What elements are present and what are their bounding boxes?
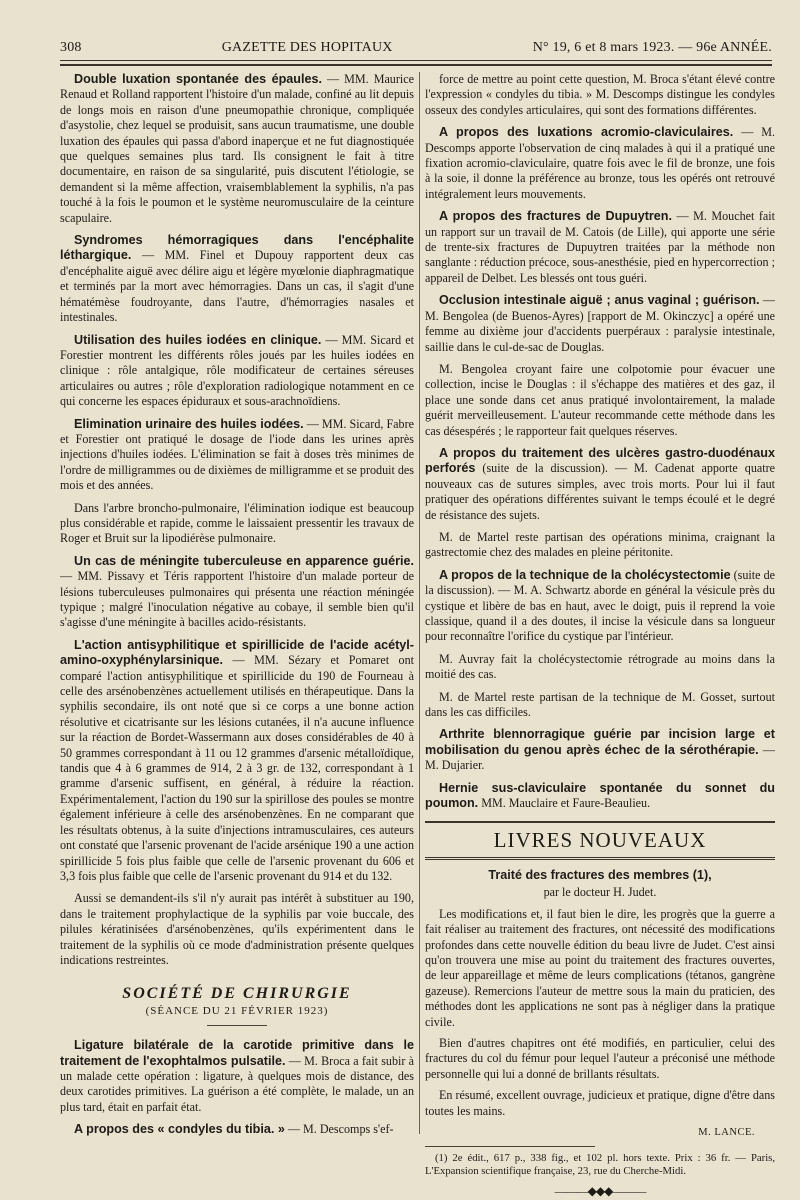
page-number: 308 (60, 40, 82, 55)
article-body: — M. Dujarier. (425, 742, 775, 773)
review-signature: M. LANCE. (698, 1126, 755, 1138)
article-body: M. de Martel reste partisan des opérations minima, craignant la gastrectomie chez des malades en pleine péritonite. (425, 529, 775, 560)
book-title: Traité des fractures des membres (1), (488, 867, 712, 882)
review-paragraph: Les modifications et, il faut bien le dire, les progrès que la guerre a fait réaliser au traitement des fractures, ont nécessité des modifications profondes dans cette nouvelle édition du beau livre de Judet. C'est ainsi qu'on trouvera une mise au point du traitement des fractures ouvertes, de leur appareillage et même de leurs complications (tétanos, gangrène gazeuse). Remercions l'auteur de mettre sous la main du praticien, des méthodes dont les applications ne sont pas à négliger dans la pratique civile. (425, 906, 775, 1029)
society-subtitle: (SÉANCE DU 21 FÉVRIER 1923) (145, 1004, 329, 1017)
article-item (60, 638, 414, 885)
livres-title: LIVRES NOUVEAUX (425, 833, 775, 859)
article-item (425, 727, 775, 773)
article-body: (suite de la discussion). — M. A. Schwartz aborde en général la vésicule près du cystique et libère de bas en haut, avec le doigt, puis il reprend la voie classique, quand il a des doutes, il incise la vésicule dans sa longueur pour reconnaître l'orifice du cystique par l'intérieur. (425, 567, 775, 644)
article-body: (suite de la discussion). — M. Cadenat apporte quatre nouveaux cas de sutures simples, avec trois morts. Pour lui il faut pratiquer des opérations différentes suivant le temps écoulé et le degré de résistance des sujets. (425, 461, 775, 522)
review-paragraph: Bien d'autres chapitres ont été modifiés, en particulier, celui des fractures du col du fémur pour lequel l'auteur a préconisé une méthode personnelle qui lui a donné de brillants résultats. (425, 1035, 775, 1081)
society-rule (207, 1025, 267, 1026)
article-item (60, 233, 414, 325)
article-body: — M. Descomps apporte l'observation de cinq malades à qui il a pratiqué une fixation acromio-claviculaire, quatre fois avec le fil de bronze, une fois à la soie, il donne la préférence au bronze, tous les opérés ont retrouvé intégralement leurs mouvements. (425, 125, 775, 201)
article-item (425, 72, 775, 118)
journal-title: GAZETTE DES HOPITAUX (221, 40, 393, 55)
article-body: — M. Broca a fait subir à un malade cette opération : ligature, à quelques mois de distance, des deux carotides primitives. La guérison a été complète, le malade, un an plus tard, était en parfait état. (60, 1053, 414, 1114)
article-heading: A propos du traitement des ulcères gastro-duodénaux perforés (425, 445, 775, 476)
article-heading: A propos des « condyles du tibia. » (74, 1122, 285, 1137)
article-body: — MM. Sézary et Pomaret ont comparé l'action antisyphilitique et spirillicide du 190 de Fourneau à celle des arsénobenzènes actuellement utilisés en thérapeutique. Dans la syphilis secondaire, ils ont noté que si ce corps a une bonne action résolutive et cicatrisante sur les lésions cutanées, il n'a aucune influence sur la réaction de Bordet-Wassermann aux doses considérables de 40 à 50 grammes correspondant à 11 ou 12 grammes d'arsenic métalloïdique, tandis que 4 à 6 grammes de 914, 2 à 3 gr. de 132, correspondant à 1 gramme d'arsenic suffisent, en général, à réduire la réaction. Expérimentalement, l'action du 190 sur la spirillose des poules se montre également inférieure à celle des arsénobenzènes. En ne comparant que les résultats obtenus, à la suite d'injections intramusculaires, ces auteurs ont constaté que l'arsenic provenant de l'acide arsénique 190 a une action spirillicide 5 fois plus faible que celle de l'arsenic provenant du 606 et 3,3 fois plus faible que celle de l'arsenic provenant du 914 et du 132. (60, 653, 414, 883)
article-body: — MM. Pissavy et Téris rapportent l'histoire d'un malade porteur de lésions tuberculeuses pulmonaires qui présenta une réaction méningée typique ; malgré l'inoculation négative au cobaye, il semble bien qu'il s'agisse d'une méningite à bacilles acido-résistants. (60, 569, 414, 630)
article-heading: Syndromes hémorragiques dans l'encéphalite léthargique. (60, 233, 414, 263)
article-body: M. Bengolea croyant faire une colpotomie pour évacuer une collection, incise le Douglas : il s'échappe des matières et des gaz, il place une sonde dans cet anus pratiqué involontairement, la malade guérit merveilleusement. L'auteur recommande cette méthode dans les cas désespérés ; le rapporteur fait quelques réserves. (425, 361, 775, 438)
article-body: Aussi se demandent-ils s'il n'y aurait pas intérêt à substituer au 190, dans le traitement prophylactique de la syphilis par voie buccale, des pilules kératinisées d'arsénobenzènes, qu'ils expérimentent dans le traitement de la syphilis où ce mode d'administration présente quelques indications restreintes. (60, 891, 414, 967)
article-item (425, 293, 775, 355)
right-column (425, 72, 775, 1199)
article-item (60, 1122, 414, 1137)
article-body: Dans l'arbre broncho-pulmonaire, l'élimination iodique est beaucoup plus considérable et rapide, comme le laissaient pressentir les travaux de Roger et Bruit sur la lipodiérèse pulmonaire. (60, 500, 414, 546)
article-item (425, 568, 775, 645)
section-rule (425, 821, 775, 823)
article-heading: Utilisation des huiles iodées en clinique. (74, 332, 322, 347)
footnote: (1) 2e édit., 617 p., 338 fig., et 102 pl. hors texte. Prix : 36 fr. — Paris, L'Expansion scientifique française, 23, rue du Cherche-Midi. (425, 1152, 775, 1178)
article-heading: Elimination urinaire des huiles iodées. (74, 416, 304, 431)
left-column (60, 72, 414, 1144)
article-item (425, 362, 775, 439)
book-author: par le docteur H. Judet. (543, 885, 657, 900)
article-heading: A propos des fractures de Dupuytren. (439, 209, 672, 224)
article-heading: Un cas de méningite tuberculeuse en apparence guérie. (74, 553, 414, 568)
article-body: — M. Bengolea (de Buenos-Ayres) [rapport de M. Okinczyc] a opéré une femme au dixième jour d'accidents puerpéraux : paralysie intestinale, saillie dans le cul-de-sac de Douglas. (425, 293, 775, 354)
ornament-divider: ———◆◆◆——— (554, 1184, 646, 1199)
article-heading: Ligature bilatérale de la carotide primitive dans le traitement de l'exophtalmos pulsatile. (60, 1038, 414, 1068)
article-body: — M. Mouchet fait un rapport sur un travail de M. Catois (de Lille), qui apporte une série de trente-six fractures de Dupuytren traitées par la méthode non sanglante : réduction précoce, sous-anesthésie, pied en hypercorrection ; appareil de Delbet. Les blessés ont tous guéri. (425, 209, 775, 285)
article-item (60, 554, 414, 631)
article-item (425, 209, 775, 286)
article-heading: A propos de la technique de la cholécystectomie (439, 567, 731, 582)
article-item (60, 501, 414, 547)
article-item (425, 125, 775, 202)
article-item (425, 690, 775, 721)
article-body: M. Auvray fait la cholécystectomie rétrograde au moins dans la moitié des cas. (425, 651, 775, 682)
article-heading: A propos des luxations acromio-claviculaires. (439, 125, 734, 140)
article-item (60, 417, 414, 494)
article-body: M. de Martel reste partisan de la technique de M. Gosset, surtout dans les cas difficiles. (425, 689, 775, 720)
society-title: SOCIÉTÉ DE CHIRURGIE (122, 985, 352, 1003)
header-rule-thick (60, 64, 772, 66)
review-paragraph: En résumé, excellent ouvrage, judicieux et pratique, digne d'être dans toutes les mains. (425, 1088, 775, 1118)
article-item (425, 446, 775, 523)
article-body: — MM. Finel et Dupouy rapportent deux cas d'encéphalite aiguë avec délire aigu et légère myœlonie diaphragmatique et terminés par la mort avec hémorragies. Dans un cas, il s'agit d'une hématémèse foudroyante, dans l'autre, d'hémorragies nasales et intestinales. (60, 248, 414, 325)
article-item (60, 333, 414, 410)
article-body: MM. Mauclaire et Faure-Beaulieu. (478, 796, 651, 811)
article-heading: Arthrite blennorragique guérie par incision large et mobilisation du genou après échec de la sérothérapie. (425, 727, 775, 757)
article-body: — MM. Maurice Renaud et Rolland rapportent l'histoire d'un malade, confiné au lit depuis de longs mois en raison d'une pneumopathie chronique, compliquée d'asystolie, chez lequel se produisit, sans aucun traumatisme, une double luxation des épaules qui passa d'abord inaperçue et ne fut diagnostiquée que quelques semaines plus tard. Ils consignent le fait à titre documentaire, en raison de sa singularité, puis discutent l'étiologie, se demandent si la même affection, vraisemblablement la syphilis, n'a pas touché à la fois le poumon et le système neuromusculaire de la ceinture scapulaire. (60, 72, 414, 225)
article-item (60, 72, 414, 226)
article-heading: Hernie sus-claviculaire spontanée du sonnet du poumon. (425, 780, 775, 811)
page-header (60, 34, 772, 56)
article-heading: Double luxation spontanée des épaules. (74, 72, 323, 86)
article-item (60, 891, 414, 968)
article-heading: L'action antisyphilitique et spirillicide de l'acide acétyl-amino-oxyphénylarsinique. (60, 637, 414, 668)
header-rule (60, 60, 772, 61)
column-divider (419, 72, 420, 1134)
article-body: — MM. Sicard et Forestier montrent les différents rôles joués par les huiles iodées en clinique : rôle antalgique, rôle modificateur de certaines séreuses articulaires ou autres ; rôle d'exploration radiologique notamment en ce qui concerne les espaces épiduraux et sous-arachnoïdiens. (60, 332, 414, 409)
article-body: — MM. Sicard, Fabre et Forestier ont pratiqué le dosage de l'iode dans les urines après injections d'huiles iodées. L'élimination se fait à doses très minimes de l'ordre de milligrammes ou de dixièmes de milligramme et se produit des mois et des années. (60, 416, 414, 493)
article-item (425, 652, 775, 683)
article-heading: Occlusion intestinale aiguë ; anus vaginal ; guérison. (439, 293, 760, 308)
article-body: force de mettre au point cette question, M. Broca s'étant élevé contre l'expression « condyles du tibia. » M. Descomps distingue les condyles osseux des condyles articulaires, qui sont des formations différentes. (425, 72, 775, 117)
article-item (60, 1038, 414, 1115)
footnote-rule (425, 1146, 595, 1147)
article-item (425, 530, 775, 561)
article-item (425, 781, 775, 812)
article-body: — M. Descomps s'ef- (284, 1122, 394, 1137)
issue-info: N° 19, 6 et 8 mars 1923. — 96e ANNÉE. (532, 40, 772, 55)
